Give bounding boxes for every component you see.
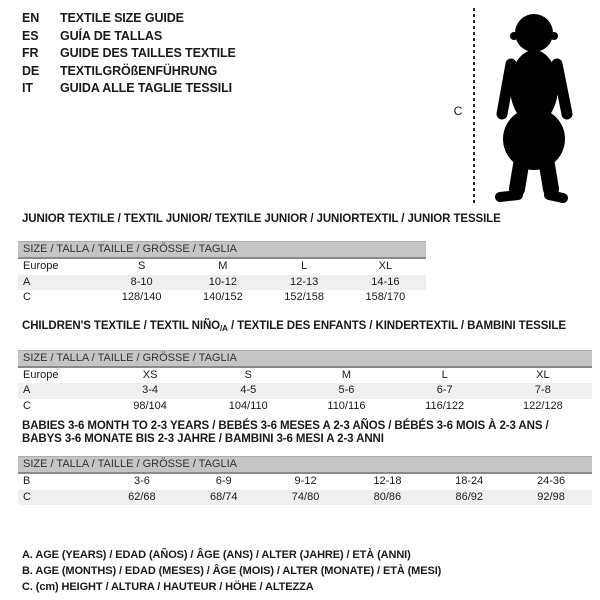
table-cell: 6-9 bbox=[215, 475, 232, 488]
table-columns-row bbox=[18, 259, 426, 275]
table-cell: 92/98 bbox=[510, 490, 592, 506]
note-a: A. AGE (YEARS) / EDAD (AÑOS) / ÂGE (ANS) / ALTER (JAHRE) / ETÀ (ANNI) bbox=[22, 549, 411, 561]
table-cell: A bbox=[18, 275, 101, 291]
table-cell: S bbox=[244, 368, 252, 381]
table-row-c bbox=[18, 399, 592, 415]
table-cell: M bbox=[218, 260, 228, 273]
babies-size-header-bar: SIZE / TALLA / TAILLE / GRÖSSE / TAGLIA bbox=[18, 456, 592, 474]
childrens-size-table bbox=[18, 368, 592, 415]
lang-code: ES bbox=[22, 28, 39, 43]
table-cell: 14-16 bbox=[345, 275, 426, 291]
table-cell: M bbox=[341, 368, 352, 381]
table-cell: XL bbox=[378, 260, 393, 273]
lang-code: DE bbox=[22, 63, 40, 78]
table-cell: 80/86 bbox=[346, 490, 428, 506]
babies-table-title bbox=[22, 420, 600, 446]
junior-size-table bbox=[18, 259, 426, 306]
lang-title: TEXTILGRÖßENFÜHRUNG bbox=[60, 63, 218, 78]
table-cell: 10-12 bbox=[182, 275, 263, 291]
table-cell: S bbox=[137, 260, 146, 273]
table-cell: C bbox=[18, 490, 101, 506]
height-c-label: C bbox=[453, 104, 463, 118]
table-cell: 24-36 bbox=[537, 475, 566, 488]
table-cell: 140/152 bbox=[202, 291, 243, 304]
table-cell: 8-10 bbox=[101, 275, 182, 291]
table-cell: 3-6 bbox=[133, 475, 150, 488]
note-c: C. (cm) HEIGHT / ALTURA / HAUTEUR / HÖHE / ALTEZZA bbox=[22, 581, 314, 593]
table-cell: 12-18 bbox=[373, 475, 402, 488]
table-cell: 86/92 bbox=[428, 490, 510, 506]
childrens-table-title bbox=[22, 320, 600, 335]
table-cell: 104/110 bbox=[228, 399, 268, 412]
table-row-c bbox=[18, 490, 592, 506]
lang-title: GUIDA ALLE TAGLIE TESSILI bbox=[60, 81, 233, 95]
lang-code: EN bbox=[22, 11, 40, 25]
lang-title: GUIDE DES TAILLES TEXTILE bbox=[60, 46, 236, 60]
height-measure-dashed-line bbox=[473, 8, 475, 206]
table-cell: Europe bbox=[23, 368, 59, 381]
title-subscript: /A bbox=[220, 323, 228, 333]
lang-title: TEXTILE SIZE GUIDE bbox=[60, 11, 184, 25]
junior-size-header-bar: SIZE / TALLA / TAILLE / GRÖSSE / TAGLIA bbox=[18, 241, 426, 259]
table-row-b bbox=[18, 474, 592, 490]
junior-table-title: JUNIOR TEXTILE / TEXTIL JUNIOR/ TEXTILE JUNIOR / JUNIORTEXTIL / JUNIOR TESSILE bbox=[22, 213, 501, 225]
table-cell: 152/158 bbox=[284, 291, 324, 304]
lang-code: IT bbox=[22, 81, 33, 95]
title-rest: / TEXTILE DES ENFANTS / KINDERTEXTIL / BAMBINI TESSILE bbox=[227, 319, 566, 332]
table-cell: XS bbox=[142, 368, 158, 381]
header-area bbox=[0, 0, 600, 210]
table-cell: C bbox=[23, 291, 31, 304]
title-line-1: BABIES 3-6 MONTH TO 2-3 YEARS / BEBÉS 3-6 MESES A 2-3 AÑOS / BÉBÉS 3-6 MOIS À 2-3 ANS / bbox=[22, 420, 549, 432]
table-columns-row bbox=[18, 368, 592, 384]
table-cell: B bbox=[23, 475, 31, 488]
table-cell: 74/80 bbox=[265, 490, 347, 506]
childrens-size-header-bar: SIZE / TALLA / TAILLE / GRÖSSE / TAGLIA bbox=[18, 350, 592, 368]
note-b: B. AGE (MONTHS) / EDAD (MESES) / ÂGE (MOIS) / ALTER (MONATE) / ETÀ (MESI) bbox=[22, 565, 442, 577]
table-cell: XL bbox=[536, 368, 550, 381]
table-row-a bbox=[18, 383, 592, 399]
title-main: CHILDREN'S TEXTILE / TEXTIL NIÑO bbox=[22, 319, 221, 332]
table-cell: L bbox=[301, 260, 308, 273]
table-cell: C bbox=[23, 399, 31, 412]
table-cell: 3-4 bbox=[101, 383, 199, 399]
table-cell: 116/122 bbox=[425, 399, 465, 412]
legend-notes bbox=[22, 547, 600, 595]
lang-title: GUÍA DE TALLAS bbox=[60, 28, 163, 43]
baby-silhouette-icon bbox=[482, 9, 588, 205]
table-row-c bbox=[18, 290, 426, 306]
table-cell: 18-24 bbox=[455, 475, 484, 488]
lang-code: FR bbox=[22, 46, 39, 60]
table-cell: 110/116 bbox=[327, 399, 366, 412]
table-cell: 62/68 bbox=[101, 490, 183, 506]
table-cell: 6-7 bbox=[396, 383, 494, 399]
height-figure bbox=[0, 0, 600, 210]
table-cell: 4-5 bbox=[199, 383, 297, 399]
title-line-2: BABYS 3-6 MONATE BIS 2-3 JAHRE / BAMBINI 3-6 MESI A 2-3 ANNI bbox=[22, 433, 384, 445]
table-cell: 9-12 bbox=[294, 475, 317, 488]
babies-size-table bbox=[18, 474, 592, 505]
table-row-a bbox=[18, 275, 426, 291]
table-cell: 158/170 bbox=[365, 291, 406, 304]
table-cell: 7-8 bbox=[494, 383, 592, 399]
table-cell: 98/104 bbox=[133, 399, 167, 412]
table-cell: 68/74 bbox=[183, 490, 265, 506]
table-cell: 122/128 bbox=[522, 399, 563, 412]
table-cell: 128/140 bbox=[121, 291, 162, 304]
table-cell: L bbox=[441, 368, 448, 381]
table-cell: 5-6 bbox=[297, 383, 395, 399]
table-cell: 12-13 bbox=[264, 275, 345, 291]
table-cell: Europe bbox=[23, 260, 59, 273]
table-cell: A bbox=[18, 383, 101, 399]
